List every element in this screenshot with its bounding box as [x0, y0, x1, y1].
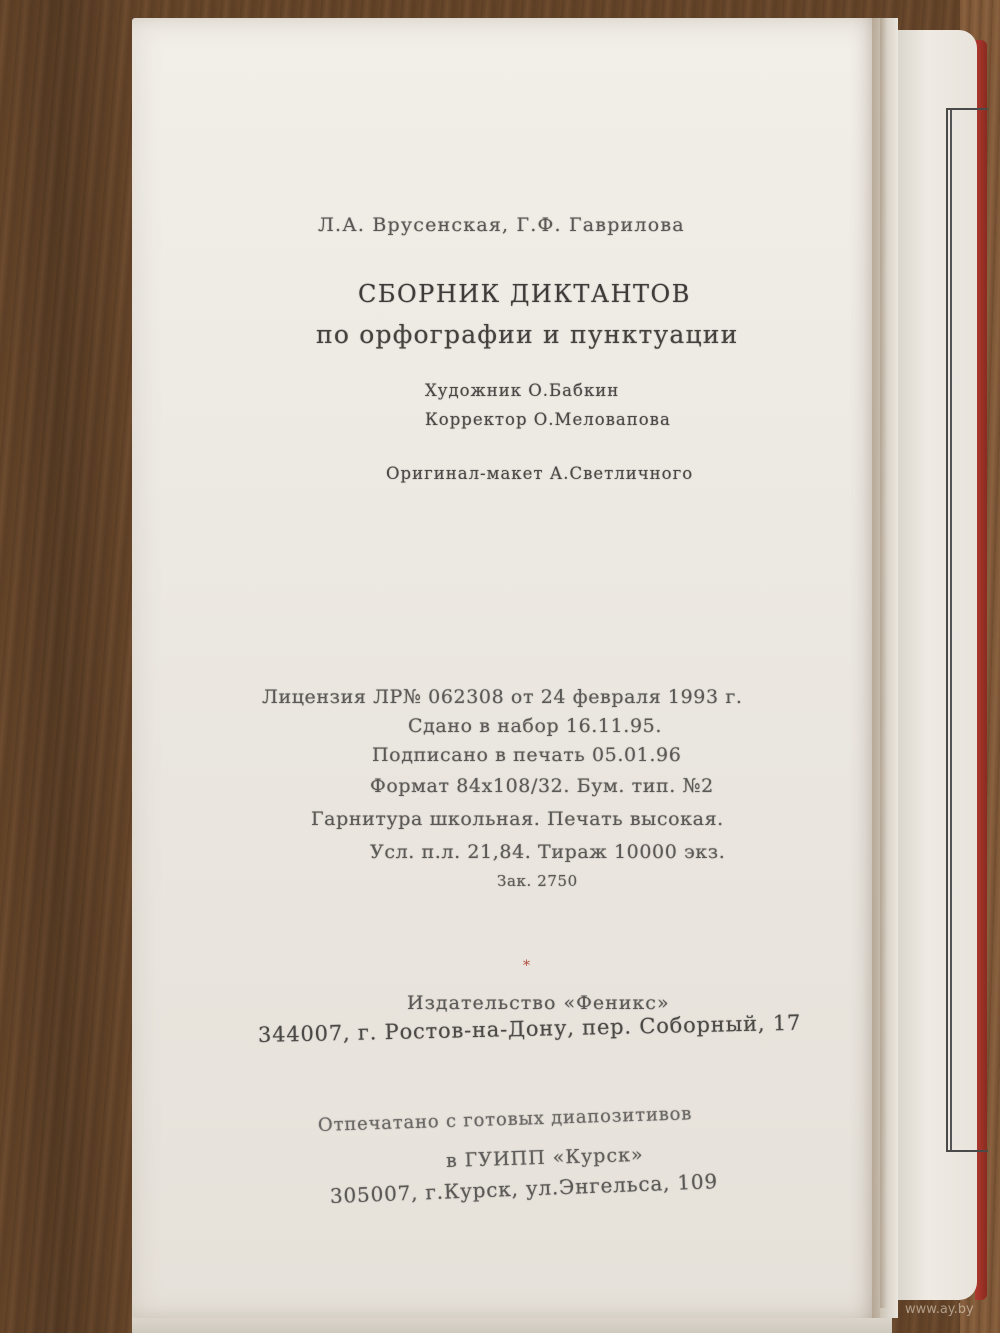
imprint-print-run: Усл. п.л. 21,84. Тираж 10000 экз. — [370, 841, 726, 863]
imprint-license: Лицензия ЛР№ 062308 от 24 февраля 1993 г. — [262, 686, 743, 708]
printer-name: в ГУИПП «Курск» — [445, 1143, 644, 1172]
corrector-credit: Корректор О.Меловапова — [425, 410, 671, 429]
imprint-print-date: Подписано в печать 05.01.96 — [372, 744, 682, 766]
book-title: СБОРНИК ДИКТАНТОВ — [358, 280, 691, 308]
facing-page-border-frame — [946, 108, 988, 1152]
book-subtitle: по орфографии и пунктуации — [316, 320, 739, 349]
imprint-order-number: Зак. 2750 — [497, 872, 578, 890]
separator-asterisk: * — [523, 958, 530, 974]
imprint-typeset-date: Сдано в набор 16.11.95. — [408, 715, 662, 737]
site-watermark: www.ay.by — [905, 1302, 974, 1317]
publisher-address: 344007, г. Ростов-на-Дону, пер. Соборный, 17 — [257, 1010, 802, 1047]
book-gutter — [872, 18, 898, 1318]
printer-note: Отпечатано с готовых диапозитивов — [317, 1103, 693, 1136]
printer-address: 305007, г.Курск, ул.Энгельса, 109 — [329, 1169, 719, 1208]
publisher-name: Издательство «Феникс» — [407, 992, 670, 1014]
layout-credit: Оригинал-макет А.Светличного — [386, 464, 694, 483]
imprint-typeface: Гарнитура школьная. Печать высокая. — [311, 808, 724, 830]
imprint-format: Формат 84х108/32. Бум. тип. №2 — [370, 775, 714, 797]
artist-credit: Художник О.Бабкин — [425, 381, 620, 400]
authors: Л.А. Врусенская, Г.Ф. Гаврилова — [318, 214, 685, 236]
